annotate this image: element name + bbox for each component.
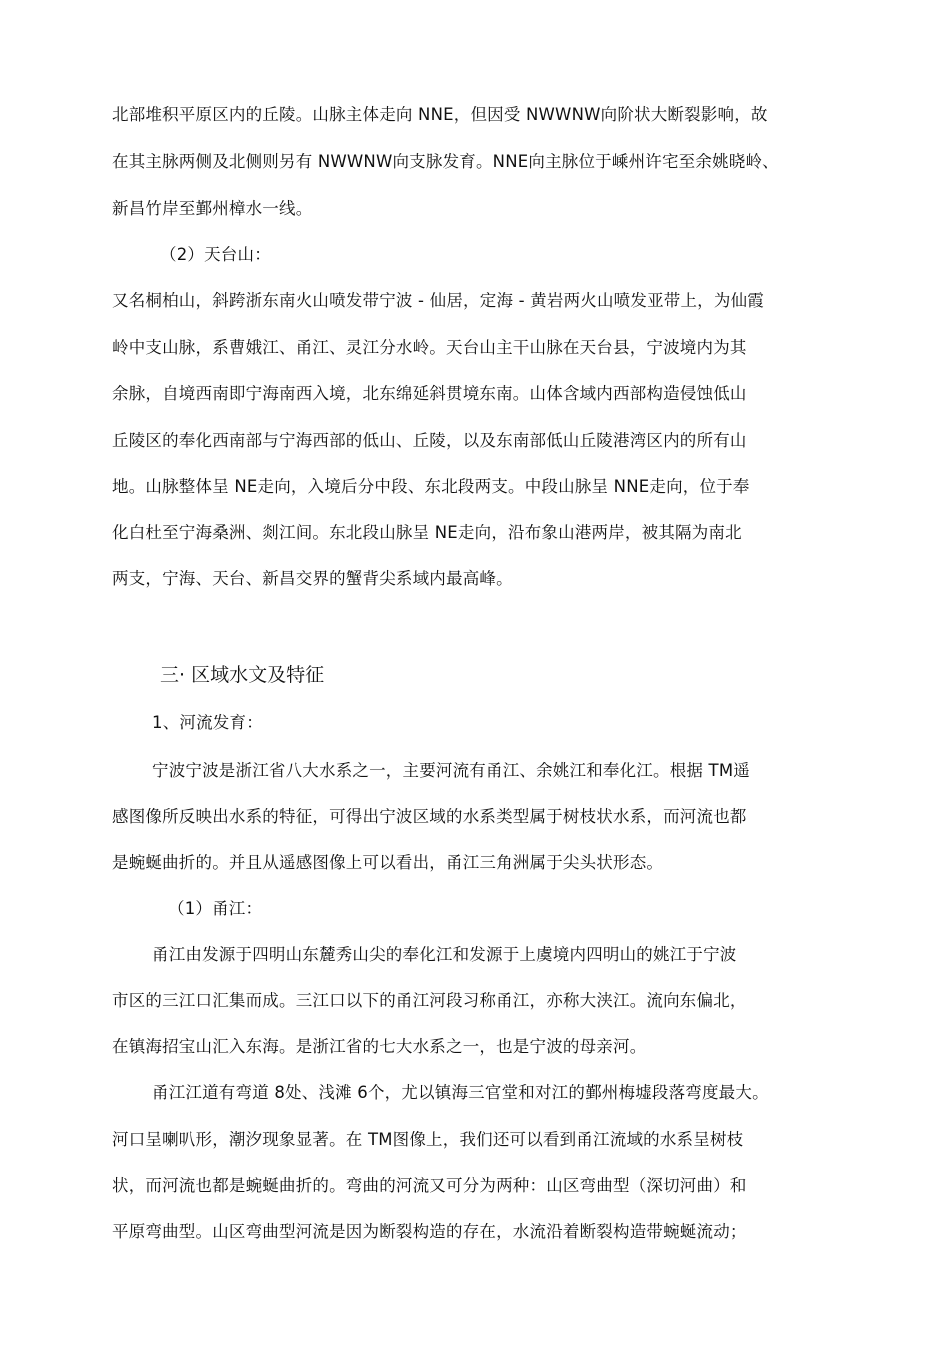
subsection-heading: （2）天台山： bbox=[160, 245, 271, 264]
body-text-line: 河口呈喇叭形，潮汐现象显著。在 TM图像上，我们还可以看到甬江流域的水系呈树枝 bbox=[112, 1130, 744, 1149]
body-text-line: 北部堆积平原区内的丘陵。山脉主体走向 NNE，但因受 NWWNW向阶状大断裂影响，故 bbox=[112, 105, 768, 124]
body-text-line: 平原弯曲型。山区弯曲型河流是因为断裂构造的存在，水流沿着断裂构造带蜿蜒流动； bbox=[112, 1222, 747, 1241]
body-text-line: 又名桐柏山，斜跨浙东南火山喷发带宁波 - 仙居，定海 - 黄岩两火山喷发亚带上，为仙霞 bbox=[112, 291, 764, 310]
body-text-line: 甬江江道有弯道 8处、浅滩 6个，尤以镇海三官堂和对江的鄞州梅墟段落弯度最大。 bbox=[152, 1083, 769, 1102]
body-text-line: 感图像所反映出水系的特征，可得出宁波区域的水系类型属于树枝状水系，而河流也都 bbox=[112, 807, 747, 826]
body-text-line: 状，而河流也都是蜿蜒曲折的。弯曲的河流又可分为两种：山区弯曲型（深切河曲）和 bbox=[112, 1176, 747, 1195]
body-text-line: 丘陵区的奉化西南部与宁海西部的低山、丘陵，以及东南部低山丘陵港湾区内的所有山 bbox=[112, 431, 747, 450]
body-text-line: 甬江由发源于四明山东麓秀山尖的奉化江和发源于上虞境内四明山的姚江于宁波 bbox=[152, 945, 737, 964]
body-text-line: 化白杜至宁海桑洲、剡江间。东北段山脉呈 NE走向，沿布象山港两岸，被其隔为南北 bbox=[112, 523, 742, 542]
section-heading: 三· 区域水文及特征 bbox=[160, 664, 325, 686]
body-text-line: 是蜿蜒曲折的。并且从遥感图像上可以看出，甬江三角洲属于尖头状形态。 bbox=[112, 853, 664, 872]
body-text-line: 岭中支山脉，系曹娥江、甬江、灵江分水岭。天台山主干山脉在天台县，宁波境内为其 bbox=[112, 338, 747, 357]
body-text-line: 宁波宁波是浙江省八大水系之一，主要河流有甬江、余姚江和奉化江。根据 TM遥 bbox=[152, 761, 750, 780]
subsection-heading: 1、河流发育： bbox=[152, 713, 263, 732]
body-text-line: 市区的三江口汇集而成。三江口以下的甬江河段习称甬江，亦称大浃江。流向东偏北， bbox=[112, 991, 747, 1010]
body-text-line: 余脉，自境西南即宁海南西入境，北东绵延斜贯境东南。山体含域内西部构造侵蚀低山 bbox=[112, 384, 747, 403]
body-text-line: 在其主脉两侧及北侧则另有 NWWNW向支脉发育。NNE向主脉位于嵊州许宅至余姚晓岭、 bbox=[112, 152, 779, 171]
subsection-heading: （1）甬江： bbox=[168, 899, 263, 918]
body-text-line: 在镇海招宝山汇入东海。是浙江省的七大水系之一，也是宁波的母亲河。 bbox=[112, 1037, 647, 1056]
body-text-line: 地。山脉整体呈 NE走向，入境后分中段、东北段两支。中段山脉呈 NNE走向，位于奉 bbox=[112, 477, 750, 496]
body-text-line: 新昌竹岸至鄞州樟水一线。 bbox=[112, 199, 313, 218]
body-text-line: 两支，宁海、天台、新昌交界的蟹背尖系域内最高峰。 bbox=[112, 569, 513, 588]
